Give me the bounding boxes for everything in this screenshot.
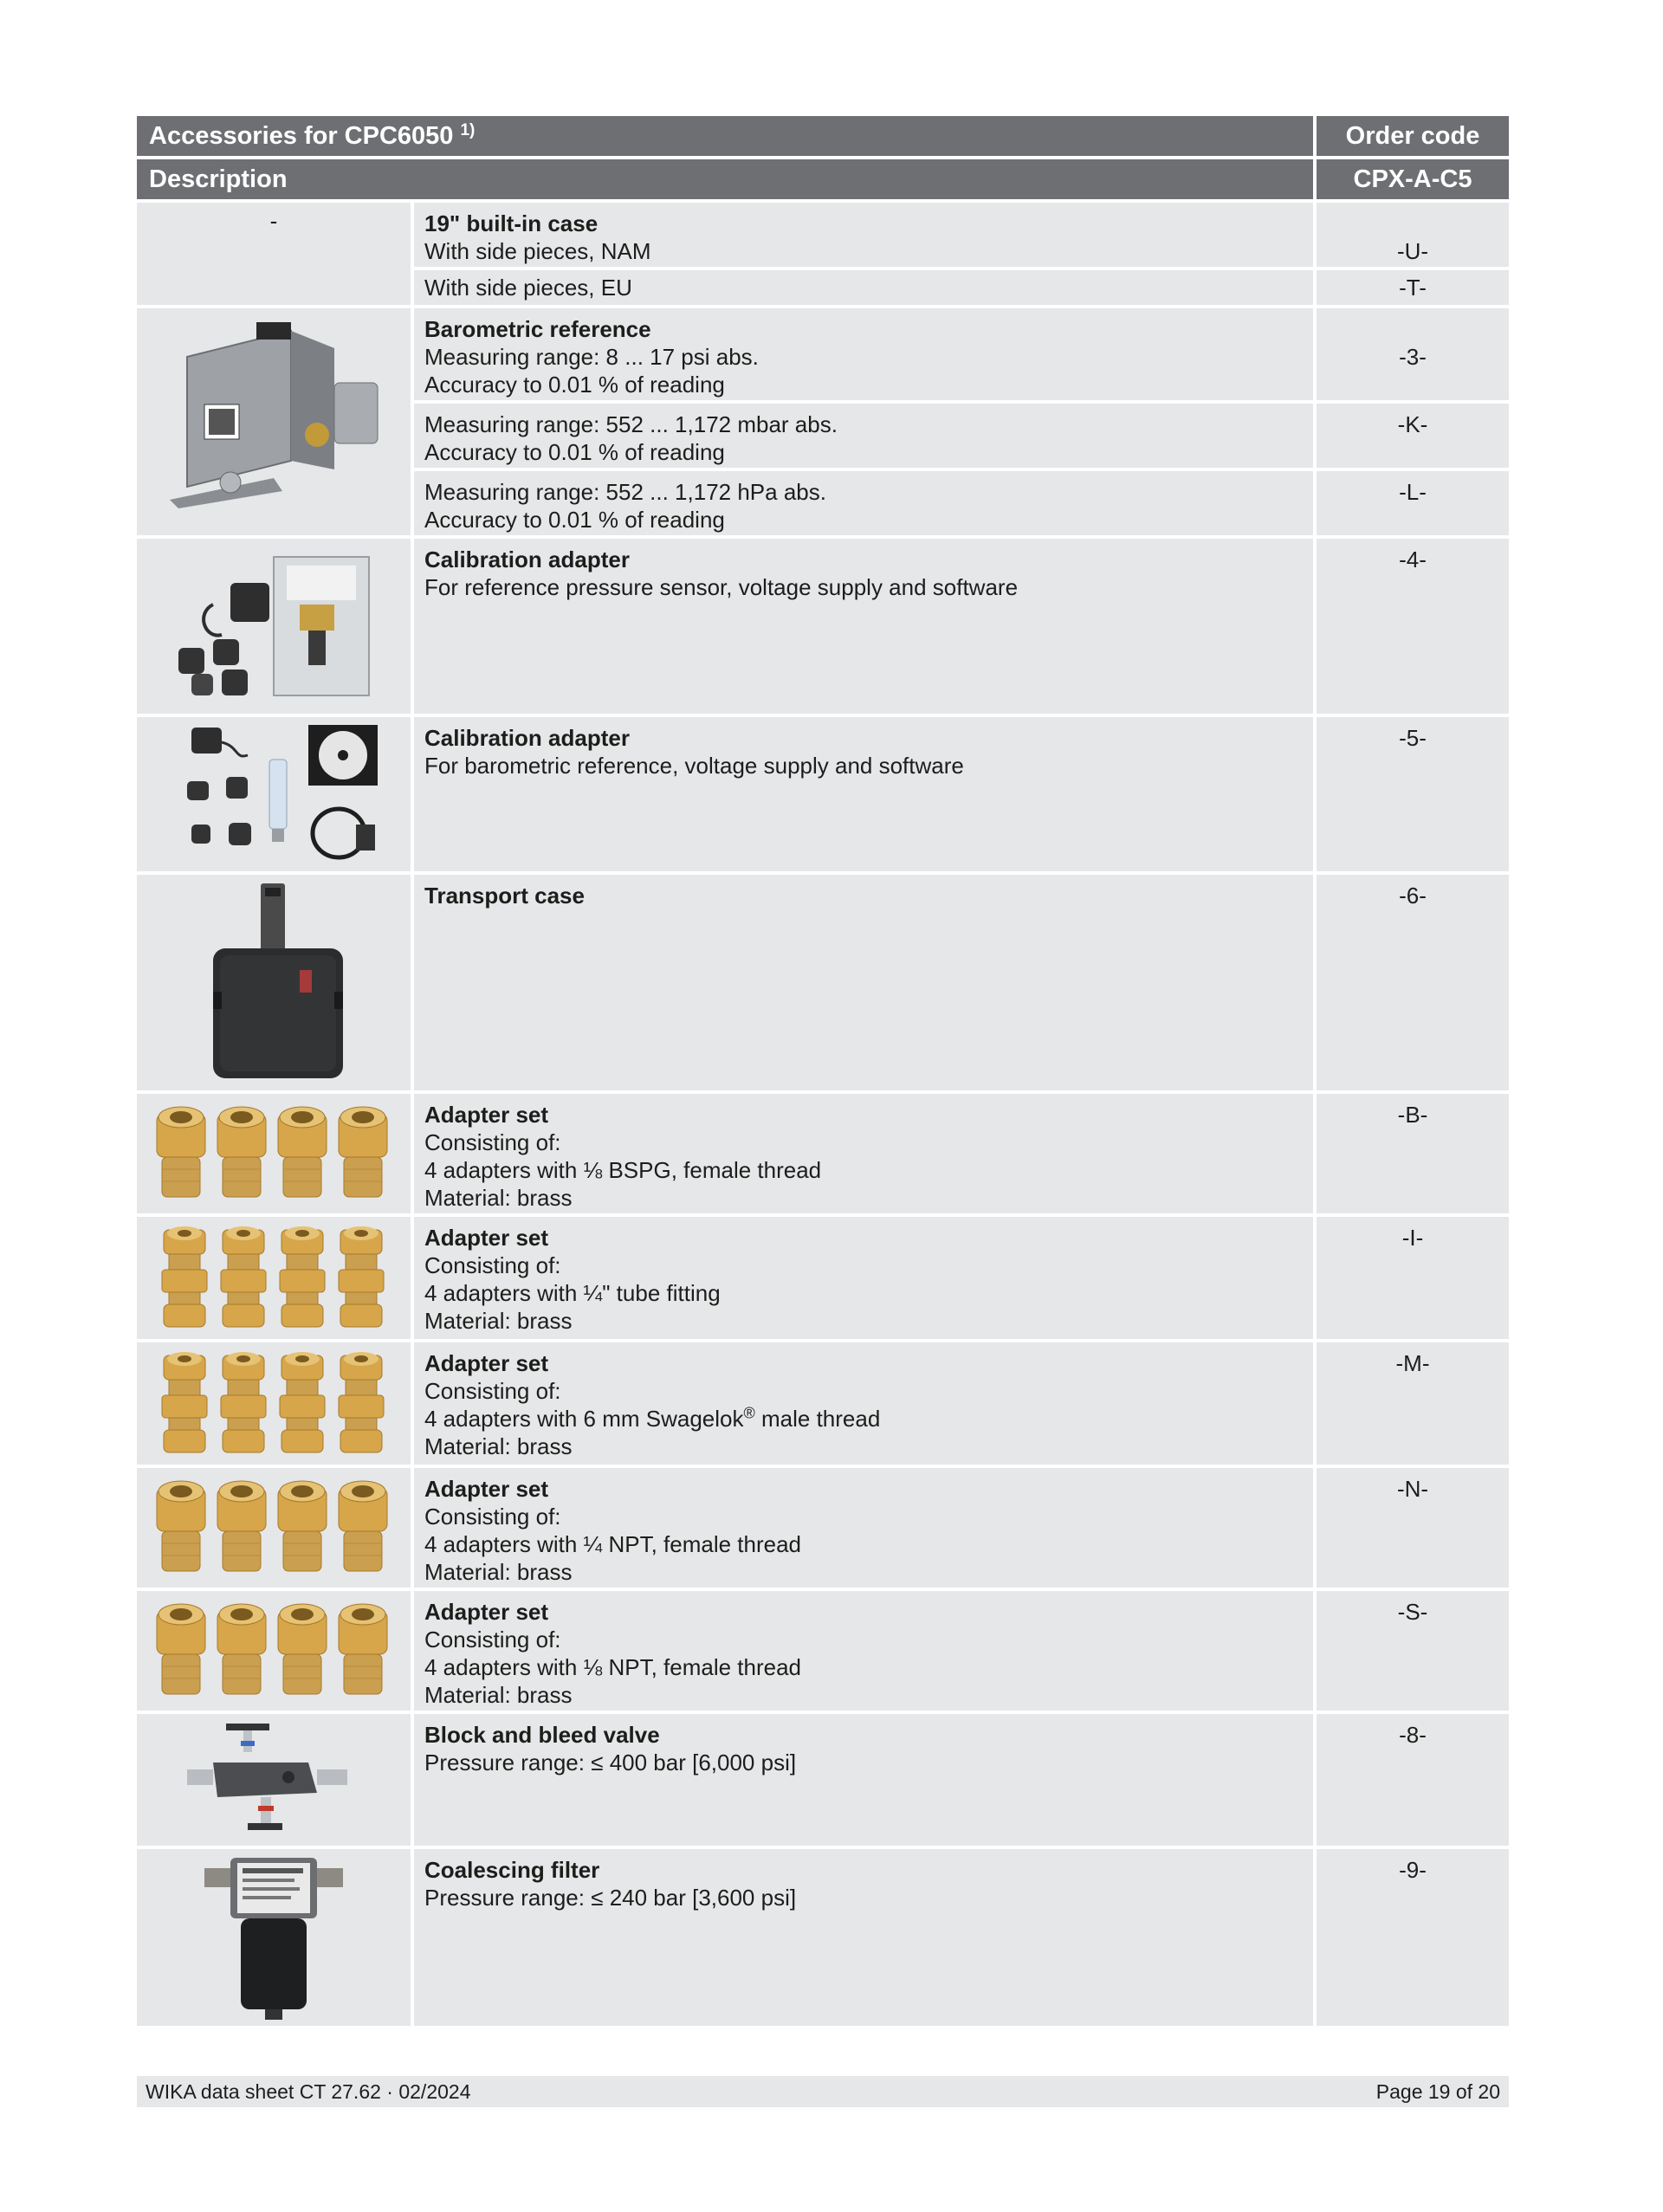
item-title: Block and bleed valve	[424, 1722, 660, 1748]
order-code: -5-	[1317, 717, 1509, 871]
group-19-inch-case	[137, 203, 1509, 305]
table-row	[414, 1849, 1509, 2026]
table-row	[414, 1468, 1509, 1588]
table-row	[414, 270, 1509, 305]
item-title: 19" built-in case	[424, 210, 599, 236]
item-line: Material: brass	[424, 1559, 573, 1585]
brass-npt-adapters-image	[137, 1468, 411, 1588]
item-line: For barometric reference, voltage supply and software	[424, 753, 964, 779]
table-row	[414, 1714, 1509, 1846]
order-code: -K-	[1317, 404, 1509, 468]
order-code: -L-	[1317, 471, 1509, 535]
brass-adapters-image	[137, 1094, 411, 1213]
item-title: Coalescing filter	[424, 1857, 600, 1883]
order-code: -U-	[1317, 203, 1509, 267]
table-row	[414, 471, 1509, 535]
item-line: Measuring range: 552 ... 1,172 mbar abs.	[424, 411, 838, 437]
order-code: -N-	[1317, 1468, 1509, 1588]
item-line: For reference pressure sensor, voltage supply and software	[424, 574, 1019, 600]
order-code: -B-	[1317, 1094, 1509, 1213]
table-row	[414, 717, 1509, 871]
calibration-adapter-image	[137, 539, 411, 714]
table-row	[414, 203, 1509, 267]
brass-swagelok-fittings-image	[137, 1342, 411, 1465]
item-title: Adapter set	[424, 1476, 549, 1502]
item-line: 4 adapters with ⅛ NPT, female thread	[424, 1654, 802, 1680]
order-code-header: Order code	[1317, 116, 1509, 156]
transport-case-image	[137, 875, 411, 1090]
table-row	[414, 1217, 1509, 1339]
item-line: 4 adapters with 6 mm Swagelok® male thread	[424, 1404, 881, 1432]
table-title: Accessories for CPC6050 $^{1)}$	[137, 116, 1313, 156]
item-line: With side pieces, NAM	[424, 238, 651, 264]
item-title: Barometric reference	[424, 316, 651, 342]
order-code: -8-	[1317, 1714, 1509, 1846]
item-line: Consisting of:	[424, 1252, 561, 1278]
item-line: 4 adapters with ⅛ BSPG, female thread	[424, 1157, 822, 1183]
order-code: -S-	[1317, 1591, 1509, 1711]
order-code: -I-	[1317, 1217, 1509, 1339]
item-line: Accuracy to 0.01 % of reading	[424, 439, 725, 465]
item-line: Consisting of:	[424, 1504, 561, 1530]
group-adapter-set-n	[137, 1468, 1509, 1588]
footer-datasheet-ref: WIKA data sheet CT 27.62 · 02/2024	[146, 2080, 471, 2103]
table-row	[414, 404, 1509, 468]
calibration-kit-image	[137, 717, 411, 871]
page-footer	[137, 2076, 1509, 2107]
group-adapter-set-m	[137, 1342, 1509, 1465]
item-line: Consisting of:	[424, 1378, 561, 1404]
table-row	[414, 1591, 1509, 1711]
no-image-placeholder: -	[137, 203, 411, 305]
brass-tube-fittings-image	[137, 1217, 411, 1339]
table-row	[414, 308, 1509, 400]
item-title: Adapter set	[424, 1599, 549, 1625]
group-transport-case	[137, 875, 1509, 1090]
group-adapter-set-b	[137, 1094, 1509, 1213]
item-title: Adapter set	[424, 1225, 549, 1251]
item-line: Measuring range: 552 ... 1,172 hPa abs.	[424, 479, 826, 505]
order-code-prefix: CPX-A-C5	[1317, 159, 1509, 199]
table-row	[414, 539, 1509, 714]
order-code: -M-	[1317, 1342, 1509, 1465]
coalescing-filter-image	[137, 1849, 411, 2026]
item-line: Material: brass	[424, 1308, 573, 1334]
item-line: Accuracy to 0.01 % of reading	[424, 372, 725, 398]
order-code: -T-	[1317, 270, 1509, 305]
item-title: Transport case	[424, 883, 585, 909]
table-row	[414, 1094, 1509, 1213]
order-code: -4-	[1317, 539, 1509, 714]
item-title: Adapter set	[424, 1102, 549, 1128]
brass-npt-adapters-image	[137, 1591, 411, 1711]
table-subheader-row	[137, 159, 1509, 199]
item-line: With side pieces, EU	[424, 275, 632, 301]
item-line: Pressure range: ≤ 240 bar [3,600 psi]	[424, 1885, 797, 1911]
group-adapter-set-i	[137, 1217, 1509, 1339]
footer-page-number: Page 19 of 20	[1375, 2080, 1500, 2103]
table-row	[414, 1342, 1509, 1465]
order-code: -6-	[1317, 875, 1509, 1090]
item-line: Measuring range: 8 ... 17 psi abs.	[424, 344, 759, 370]
item-line: Material: brass	[424, 1433, 573, 1459]
item-title: Calibration adapter	[424, 547, 630, 572]
group-coalescing-filter	[137, 1849, 1509, 2026]
group-barometric-reference	[137, 308, 1509, 535]
group-calibration-adapter-4	[137, 539, 1509, 714]
block-and-bleed-valve-image	[137, 1714, 411, 1846]
item-line: Accuracy to 0.01 % of reading	[424, 507, 725, 533]
table-row	[414, 875, 1509, 1090]
item-line: Consisting of:	[424, 1627, 561, 1653]
item-title: Adapter set	[424, 1350, 549, 1376]
item-line: Material: brass	[424, 1185, 573, 1211]
item-line: 4 adapters with ¼ NPT, female thread	[424, 1531, 802, 1557]
order-code: -3-	[1317, 308, 1509, 400]
table-header-row	[137, 116, 1509, 156]
item-line: Material: brass	[424, 1682, 573, 1708]
accessories-table	[137, 116, 1509, 2029]
item-title: Calibration adapter	[424, 725, 630, 751]
group-adapter-set-s	[137, 1591, 1509, 1711]
barometric-reference-image	[137, 308, 411, 535]
group-block-and-bleed-valve	[137, 1714, 1509, 1846]
item-line: 4 adapters with ¼" tube fitting	[424, 1280, 721, 1306]
item-line: Pressure range: ≤ 400 bar [6,000 psi]	[424, 1750, 797, 1775]
item-line: Consisting of:	[424, 1129, 561, 1155]
group-calibration-adapter-5	[137, 717, 1509, 871]
order-code: -9-	[1317, 1849, 1509, 2026]
description-header: Description	[137, 159, 1313, 199]
